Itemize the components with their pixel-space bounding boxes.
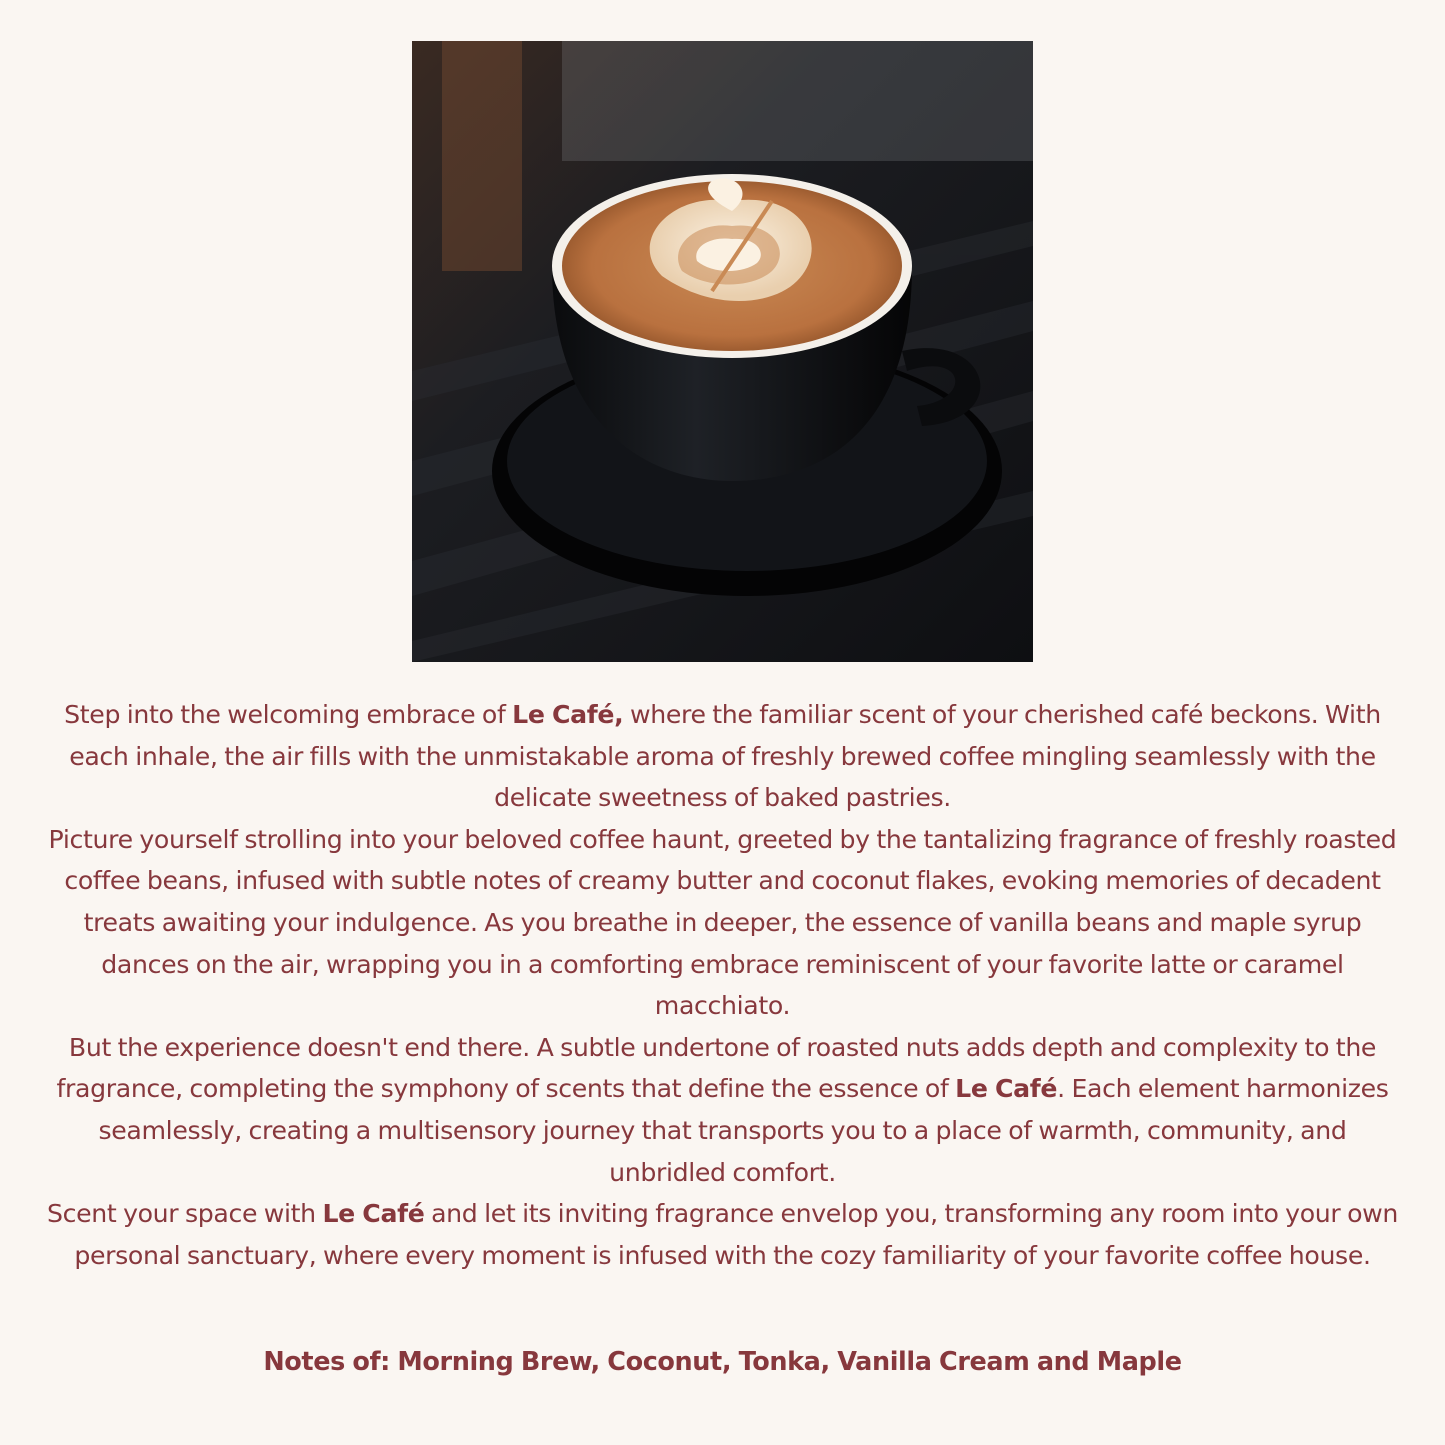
description-paragraph-2: Picture yourself strolling into your beloved coffee haunt, greeted by the tantalizing fragrance of freshly roasted coffee beans, infused with subtle notes of creamy butter and coconut flakes, evoking memories of decadent treats awaiting your indulgence. As you breathe in deeper, the essence of vanilla beans and maple syrup dances on the air, wrapping you in a comforting embrace reminiscent of your favorite latte or caramel macchiato.: [48, 824, 1397, 1021]
fragrance-description: [40, 694, 1405, 1276]
fragrance-notes: Notes of: Morning Brew, Coconut, Tonka, Vanilla Cream and Maple: [263, 1347, 1182, 1377]
description-paragraph-1: [40, 694, 1405, 819]
brand-name: Le Café: [322, 1199, 425, 1229]
p4-text-after: and let its inviting fragrance envelop you, transforming any room into your own personal sanctuary, where every moment is infused with the cozy familiarity of your favorite coffee house.: [74, 1199, 1398, 1270]
p3-text-before: But the experience doesn't end there. A subtle undertone of roasted nuts adds depth and complexity to the fragrance, completing the symphony of scents that define the essence of: [56, 1032, 1377, 1104]
p1-text-before: Step into the welcoming embrace of: [64, 700, 513, 729]
window-glow: [442, 41, 522, 271]
back-light: [562, 41, 1033, 161]
p4-text-before: Scent your space with: [46, 1199, 323, 1229]
brand-name: Le Café: [955, 1074, 1058, 1104]
description-paragraph-4: [40, 1193, 1405, 1276]
latte-illustration: [412, 41, 1033, 662]
p3-text-after: . Each element harmonizes seamlessly, creating a multisensory journey that transports you to a place of warmth, community, and unbridled comfort.: [98, 1074, 1389, 1187]
latte-coffee-cup-photo: [412, 41, 1033, 662]
brand-name: Le Café,: [512, 700, 624, 729]
description-paragraph-3: [40, 1027, 1405, 1193]
p1-text-after: where the familiar scent of your cherished café beckons. With each inhale, the air fills with the unmistakable aroma of freshly brewed coffee mingling seamlessly with the delicate sweetness of baked pastries.: [69, 700, 1381, 813]
